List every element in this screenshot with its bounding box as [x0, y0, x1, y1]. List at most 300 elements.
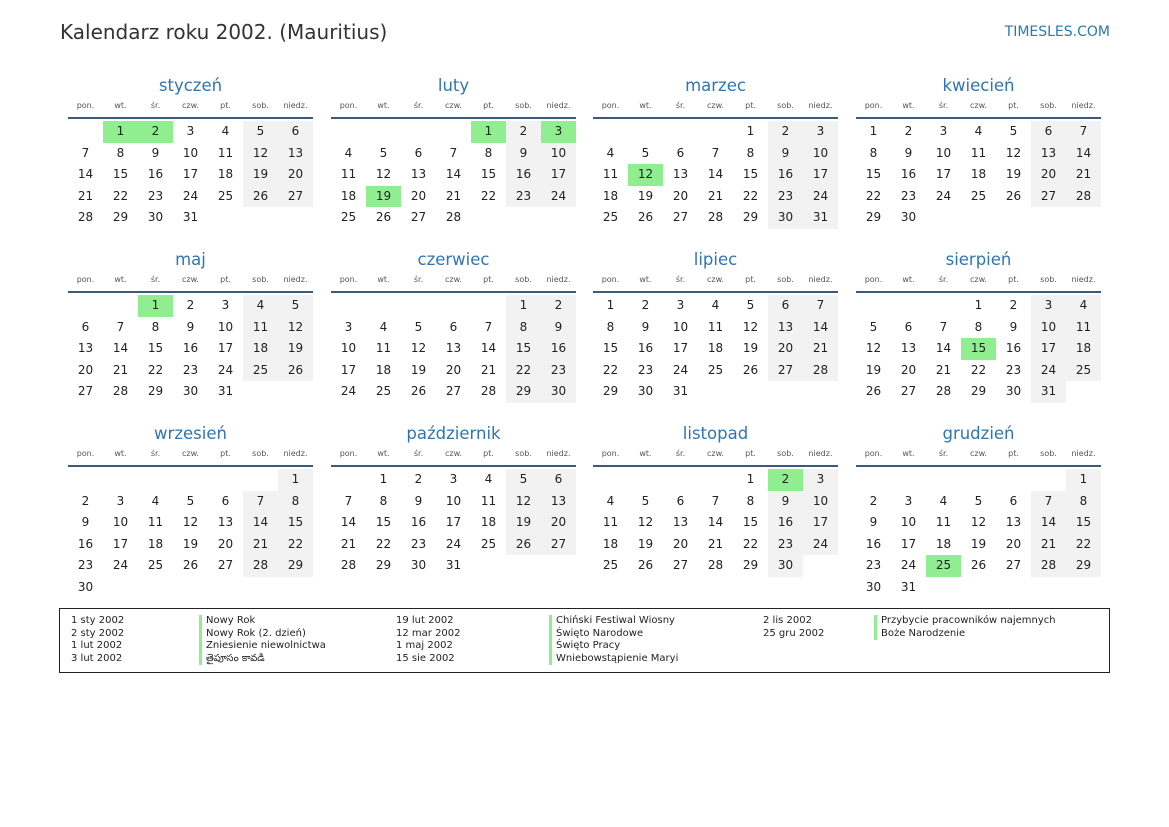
day-cell: 2 — [641, 298, 650, 312]
day-cell: 28 — [480, 384, 497, 399]
day-cell: 12 — [1005, 145, 1022, 160]
day-cell: 30 — [768, 207, 803, 229]
day-cell: 7 — [344, 493, 353, 508]
weekday-label: niedz. — [283, 449, 308, 458]
empty-cell — [138, 469, 173, 491]
day-cell: 6 — [221, 493, 230, 508]
day-cell: 24 — [112, 558, 129, 573]
day-cell: 2 — [1009, 298, 1018, 312]
legend-date: 19 lut 2002 — [396, 615, 454, 626]
day-cell: 2 — [506, 121, 541, 143]
day-cell: 20 — [1005, 536, 1022, 551]
empty-cell — [926, 295, 961, 317]
day-cell: 11 — [340, 167, 357, 182]
day-cell: 20 — [672, 188, 689, 203]
day-cell: 25 — [602, 558, 619, 573]
day-cell: 10 — [803, 143, 838, 165]
day-cell: 6 — [1031, 121, 1066, 143]
day-cell: 25 — [217, 188, 234, 203]
day-cell: 21 — [77, 188, 94, 203]
day-cell: 5 — [1009, 124, 1018, 138]
empty-cell — [926, 469, 961, 491]
day-cell: 10 — [803, 491, 838, 513]
day-cell: 1 — [471, 121, 506, 143]
day-cell: 22 — [147, 362, 164, 377]
day-cell: 7 — [803, 295, 838, 317]
day-cell: 8 — [151, 319, 160, 334]
day-cell: 12 — [243, 143, 278, 165]
weekday-label: czw. — [182, 275, 199, 284]
day-cell: 20 — [1031, 164, 1066, 186]
day-cell: 11 — [1066, 317, 1101, 339]
day-cell: 20 — [672, 536, 689, 551]
day-cell: 9 — [81, 515, 90, 530]
day-cell: 10 — [340, 341, 357, 356]
day-cell: 10 — [541, 143, 576, 165]
weekday-label: pt. — [745, 275, 756, 284]
day-cell: 15 — [506, 338, 541, 360]
weekday-label: pt. — [220, 275, 231, 284]
legend-date: 25 gru 2002 — [763, 627, 825, 639]
day-cell: 9 — [1009, 319, 1018, 334]
weekday-label: wt. — [639, 449, 652, 458]
weekday-label: wt. — [902, 275, 915, 284]
legend-date: 15 sie 2002 — [396, 652, 455, 664]
weekday-label: pon. — [76, 449, 95, 458]
weekday-label: wt. — [114, 275, 127, 284]
day-cell: 23 — [637, 362, 654, 377]
weekday-label: sob. — [777, 101, 794, 110]
weekday-label: niedz. — [1071, 449, 1096, 458]
day-cell: 4 — [379, 319, 388, 334]
day-cell: 1 — [746, 472, 755, 486]
day-cell: 27 — [445, 384, 462, 399]
weekday-label: śr. — [413, 275, 424, 284]
day-cell: 23 — [410, 536, 427, 551]
empty-cell — [68, 295, 103, 317]
day-cell: 3 — [803, 469, 838, 491]
day-cell: 28 — [340, 558, 357, 573]
day-cell: 3 — [186, 124, 195, 138]
weekday-label: pt. — [220, 101, 231, 110]
weekday-label: wt. — [377, 101, 390, 110]
day-cell: 29 — [506, 381, 541, 403]
day-cell: 30 — [182, 384, 199, 399]
day-cell: 9 — [768, 491, 803, 513]
day-grid — [68, 121, 313, 229]
day-cell: 4 — [221, 124, 230, 138]
day-cell: 13 — [1005, 515, 1022, 530]
day-cell: 5 — [278, 295, 313, 317]
day-cell: 17 — [803, 512, 838, 534]
day-cell: 14 — [112, 341, 129, 356]
day-cell: 30 — [77, 579, 94, 594]
weekday-label: pon. — [601, 275, 620, 284]
weekday-label: wt. — [902, 449, 915, 458]
day-cell: 2 — [138, 121, 173, 143]
day-cell: 15 — [865, 167, 882, 182]
month-name: wrzesień — [154, 424, 227, 443]
legend-names-1 — [199, 615, 326, 665]
day-cell: 2 — [869, 493, 878, 508]
day-cell: 15 — [480, 167, 497, 182]
day-cell: 16 — [77, 536, 94, 551]
day-cell: 12 — [865, 341, 882, 356]
day-cell: 31 — [1031, 381, 1066, 403]
legend-holiday-name: Nowy Rok — [199, 615, 326, 628]
day-cell: 25 — [340, 210, 357, 225]
day-cell: 18 — [602, 536, 619, 551]
day-cell: 10 — [672, 319, 689, 334]
weekday-label: czw. — [707, 449, 724, 458]
day-cell: 3 — [803, 121, 838, 143]
day-cell: 25 — [243, 360, 278, 382]
day-cell: 8 — [869, 145, 878, 160]
weekday-label: czw. — [182, 101, 199, 110]
day-cell: 5 — [641, 493, 650, 508]
day-cell: 12 — [628, 164, 663, 186]
day-cell: 7 — [1031, 491, 1066, 513]
day-cell: 6 — [904, 319, 913, 334]
empty-cell — [471, 295, 506, 317]
day-cell: 14 — [77, 167, 94, 182]
day-cell: 18 — [147, 536, 164, 551]
day-cell: 1 — [746, 124, 755, 138]
empty-cell — [68, 469, 103, 491]
day-cell: 30 — [410, 558, 427, 573]
month-12 — [856, 421, 1101, 599]
legend-names-3 — [874, 615, 1056, 640]
day-cell: 7 — [243, 491, 278, 513]
day-cell: 1 — [506, 295, 541, 317]
day-cell: 29 — [147, 384, 164, 399]
day-cell: 1 — [869, 124, 878, 138]
legend-holiday-name: తైపూసం కావడి — [199, 653, 326, 666]
day-cell: 17 — [112, 536, 129, 551]
day-cell: 7 — [711, 493, 720, 508]
day-cell: 14 — [445, 167, 462, 182]
day-cell: 31 — [217, 384, 234, 399]
day-cell: 18 — [935, 536, 952, 551]
day-cell: 31 — [445, 558, 462, 573]
day-cell: 22 — [112, 188, 129, 203]
weekday-header — [593, 99, 838, 119]
day-cell: 13 — [672, 515, 689, 530]
weekday-label: sob. — [252, 101, 269, 110]
legend-holiday-name: Zniesienie niewolnictwa — [199, 640, 326, 653]
weekday-label: niedz. — [546, 275, 571, 284]
day-cell: 18 — [707, 341, 724, 356]
day-cell: 25 — [375, 384, 392, 399]
month-1 — [68, 73, 313, 229]
day-cell: 30 — [865, 579, 882, 594]
day-cell: 26 — [742, 362, 759, 377]
weekday-label: sob. — [777, 275, 794, 284]
day-cell: 24 — [182, 188, 199, 203]
weekday-label: śr. — [675, 275, 686, 284]
day-cell: 16 — [1005, 341, 1022, 356]
day-cell: 31 — [182, 210, 199, 225]
day-cell: 6 — [676, 493, 685, 508]
legend-date: 1 lut 2002 — [71, 640, 123, 652]
day-cell: 27 — [217, 558, 234, 573]
day-cell: 22 — [1066, 534, 1101, 556]
day-cell: 7 — [449, 145, 458, 160]
day-cell: 27 — [541, 534, 576, 556]
weekday-label: śr. — [150, 101, 161, 110]
day-cell: 27 — [900, 384, 917, 399]
month-10 — [331, 421, 576, 577]
day-grid — [593, 121, 838, 229]
legend-holiday-name: Chiński Festiwal Wiosny — [549, 615, 678, 628]
empty-cell — [103, 295, 138, 317]
day-cell: 14 — [480, 341, 497, 356]
weekday-label: śr. — [675, 449, 686, 458]
day-cell: 8 — [506, 317, 541, 339]
weekday-header — [856, 273, 1101, 293]
day-cell: 13 — [768, 317, 803, 339]
day-cell: 11 — [602, 515, 619, 530]
day-cell: 4 — [243, 295, 278, 317]
weekday-label: pt. — [745, 449, 756, 458]
legend-holiday-name: Boże Narodzenie — [874, 628, 1056, 641]
month-name: czerwiec — [417, 250, 490, 269]
empty-cell — [436, 121, 471, 143]
weekday-label: wt. — [902, 101, 915, 110]
day-cell: 15 — [147, 341, 164, 356]
weekday-label: śr. — [150, 449, 161, 458]
day-cell: 28 — [445, 210, 462, 225]
day-cell: 13 — [1031, 143, 1066, 165]
weekday-label: pon. — [601, 101, 620, 110]
day-cell: 24 — [900, 558, 917, 573]
day-cell: 27 — [278, 186, 313, 208]
day-cell: 19 — [506, 512, 541, 534]
day-cell: 17 — [340, 362, 357, 377]
day-cell: 16 — [900, 167, 917, 182]
day-cell: 18 — [1066, 338, 1101, 360]
empty-cell — [891, 295, 926, 317]
month-6 — [331, 247, 576, 403]
day-cell: 12 — [742, 319, 759, 334]
weekday-label: pon. — [76, 275, 95, 284]
day-cell: 29 — [742, 210, 759, 225]
empty-cell — [663, 469, 698, 491]
day-cell: 24 — [541, 186, 576, 208]
day-cell: 8 — [116, 145, 125, 160]
day-cell: 17 — [217, 341, 234, 356]
weekday-label: czw. — [707, 101, 724, 110]
weekday-label: niedz. — [1071, 101, 1096, 110]
day-cell: 5 — [243, 121, 278, 143]
day-cell: 31 — [803, 207, 838, 229]
day-cell: 8 — [1066, 491, 1101, 513]
day-grid — [593, 469, 838, 577]
empty-cell — [103, 469, 138, 491]
day-cell: 5 — [641, 145, 650, 160]
day-cell: 18 — [970, 167, 987, 182]
weekday-label: pt. — [745, 101, 756, 110]
weekday-label: wt. — [639, 275, 652, 284]
day-cell: 1 — [278, 469, 313, 491]
day-cell: 15 — [278, 512, 313, 534]
day-cell: 19 — [742, 341, 759, 356]
legend-date: 2 lis 2002 — [763, 615, 812, 626]
empty-cell — [996, 469, 1031, 491]
day-cell: 20 — [768, 338, 803, 360]
day-cell: 28 — [112, 384, 129, 399]
day-cell: 23 — [900, 188, 917, 203]
day-cell: 28 — [1066, 186, 1101, 208]
day-cell: 12 — [637, 515, 654, 530]
day-cell: 26 — [506, 534, 541, 556]
day-cell: 9 — [506, 143, 541, 165]
day-cell: 30 — [1005, 384, 1022, 399]
day-cell: 21 — [243, 534, 278, 556]
day-cell: 19 — [182, 536, 199, 551]
day-cell: 3 — [221, 298, 230, 312]
day-cell: 21 — [935, 362, 952, 377]
day-cell: 25 — [926, 555, 961, 577]
day-cell: 2 — [904, 124, 913, 138]
weekday-label: śr. — [413, 101, 424, 110]
weekday-label: sob. — [777, 449, 794, 458]
day-cell: 23 — [147, 188, 164, 203]
day-grid — [68, 295, 313, 403]
day-cell: 6 — [278, 121, 313, 143]
day-cell: 18 — [375, 362, 392, 377]
day-cell: 13 — [217, 515, 234, 530]
day-cell: 9 — [186, 319, 195, 334]
day-cell: 28 — [1031, 555, 1066, 577]
weekday-label: sob. — [252, 449, 269, 458]
day-cell: 11 — [935, 515, 952, 530]
day-cell: 11 — [147, 515, 164, 530]
weekday-label: czw. — [182, 449, 199, 458]
empty-cell — [628, 121, 663, 143]
day-cell: 8 — [484, 145, 493, 160]
day-cell: 21 — [1066, 164, 1101, 186]
day-cell: 21 — [1031, 534, 1066, 556]
day-cell: 25 — [970, 188, 987, 203]
day-cell: 5 — [414, 319, 423, 334]
site-link[interactable]: TIMESLES.COM — [1004, 24, 1110, 40]
day-cell: 17 — [541, 164, 576, 186]
weekday-label: wt. — [114, 449, 127, 458]
day-cell: 24 — [445, 536, 462, 551]
day-cell: 5 — [869, 319, 878, 334]
legend-holiday-name: Nowy Rok (2. dzień) — [199, 628, 326, 641]
empty-cell — [366, 121, 401, 143]
day-cell: 4 — [606, 145, 615, 160]
weekday-label: pon. — [864, 101, 883, 110]
legend-date: 1 maj 2002 — [396, 640, 453, 652]
weekday-header — [331, 273, 576, 293]
day-cell: 9 — [904, 145, 913, 160]
day-cell: 21 — [340, 536, 357, 551]
day-cell: 1 — [379, 472, 388, 486]
day-cell: 10 — [112, 515, 129, 530]
day-cell: 3 — [904, 493, 913, 508]
day-cell: 27 — [1031, 186, 1066, 208]
legend-dates-2 — [396, 615, 461, 665]
weekday-label: czw. — [445, 101, 462, 110]
day-cell: 25 — [480, 536, 497, 551]
legend-date: 2 sty 2002 — [71, 627, 125, 639]
day-cell: 4 — [151, 493, 160, 508]
month-name: listopad — [682, 424, 749, 443]
day-cell: 18 — [340, 188, 357, 203]
day-cell: 31 — [672, 384, 689, 399]
day-cell: 6 — [449, 319, 458, 334]
weekday-header — [593, 273, 838, 293]
day-cell: 14 — [803, 317, 838, 339]
weekday-label: pon. — [339, 275, 358, 284]
empty-cell — [173, 469, 208, 491]
day-cell: 23 — [768, 186, 803, 208]
day-cell: 30 — [637, 384, 654, 399]
day-cell: 30 — [900, 210, 917, 225]
day-cell: 10 — [445, 493, 462, 508]
empty-cell — [698, 469, 733, 491]
day-cell: 29 — [375, 558, 392, 573]
day-cell: 26 — [182, 558, 199, 573]
day-cell: 4 — [344, 145, 353, 160]
month-name: sierpień — [945, 250, 1012, 269]
day-cell: 11 — [480, 493, 497, 508]
day-cell: 3 — [1031, 295, 1066, 317]
day-cell: 25 — [707, 362, 724, 377]
day-cell: 15 — [602, 341, 619, 356]
weekday-label: pon. — [339, 101, 358, 110]
day-cell: 9 — [414, 493, 423, 508]
day-cell: 3 — [939, 124, 948, 138]
day-cell: 8 — [379, 493, 388, 508]
day-cell: 26 — [410, 384, 427, 399]
day-cell: 23 — [865, 558, 882, 573]
holiday-legend — [59, 608, 1110, 673]
day-cell: 17 — [445, 515, 462, 530]
day-cell: 8 — [974, 319, 983, 334]
day-cell: 23 — [541, 360, 576, 382]
day-cell: 13 — [77, 341, 94, 356]
day-cell: 4 — [939, 493, 948, 508]
day-cell: 25 — [147, 558, 164, 573]
day-cell: 19 — [637, 536, 654, 551]
weekday-header — [593, 447, 838, 467]
day-cell: 16 — [506, 164, 541, 186]
weekday-label: pt. — [483, 449, 494, 458]
day-cell: 16 — [768, 164, 803, 186]
day-cell: 26 — [375, 210, 392, 225]
day-cell: 5 — [186, 493, 195, 508]
weekday-label: sob. — [1040, 101, 1057, 110]
day-cell: 1 — [974, 298, 983, 312]
day-cell: 15 — [742, 515, 759, 530]
day-cell: 27 — [768, 360, 803, 382]
day-cell: 1 — [606, 298, 615, 312]
weekday-label: czw. — [970, 275, 987, 284]
weekday-label: sob. — [1040, 275, 1057, 284]
weekday-label: niedz. — [1071, 275, 1096, 284]
day-cell: 29 — [970, 384, 987, 399]
month-4 — [856, 73, 1101, 229]
weekday-label: wt. — [639, 101, 652, 110]
day-cell: 16 — [410, 515, 427, 530]
day-cell: 18 — [480, 515, 497, 530]
day-cell: 29 — [1066, 555, 1101, 577]
month-name: październik — [406, 424, 501, 443]
